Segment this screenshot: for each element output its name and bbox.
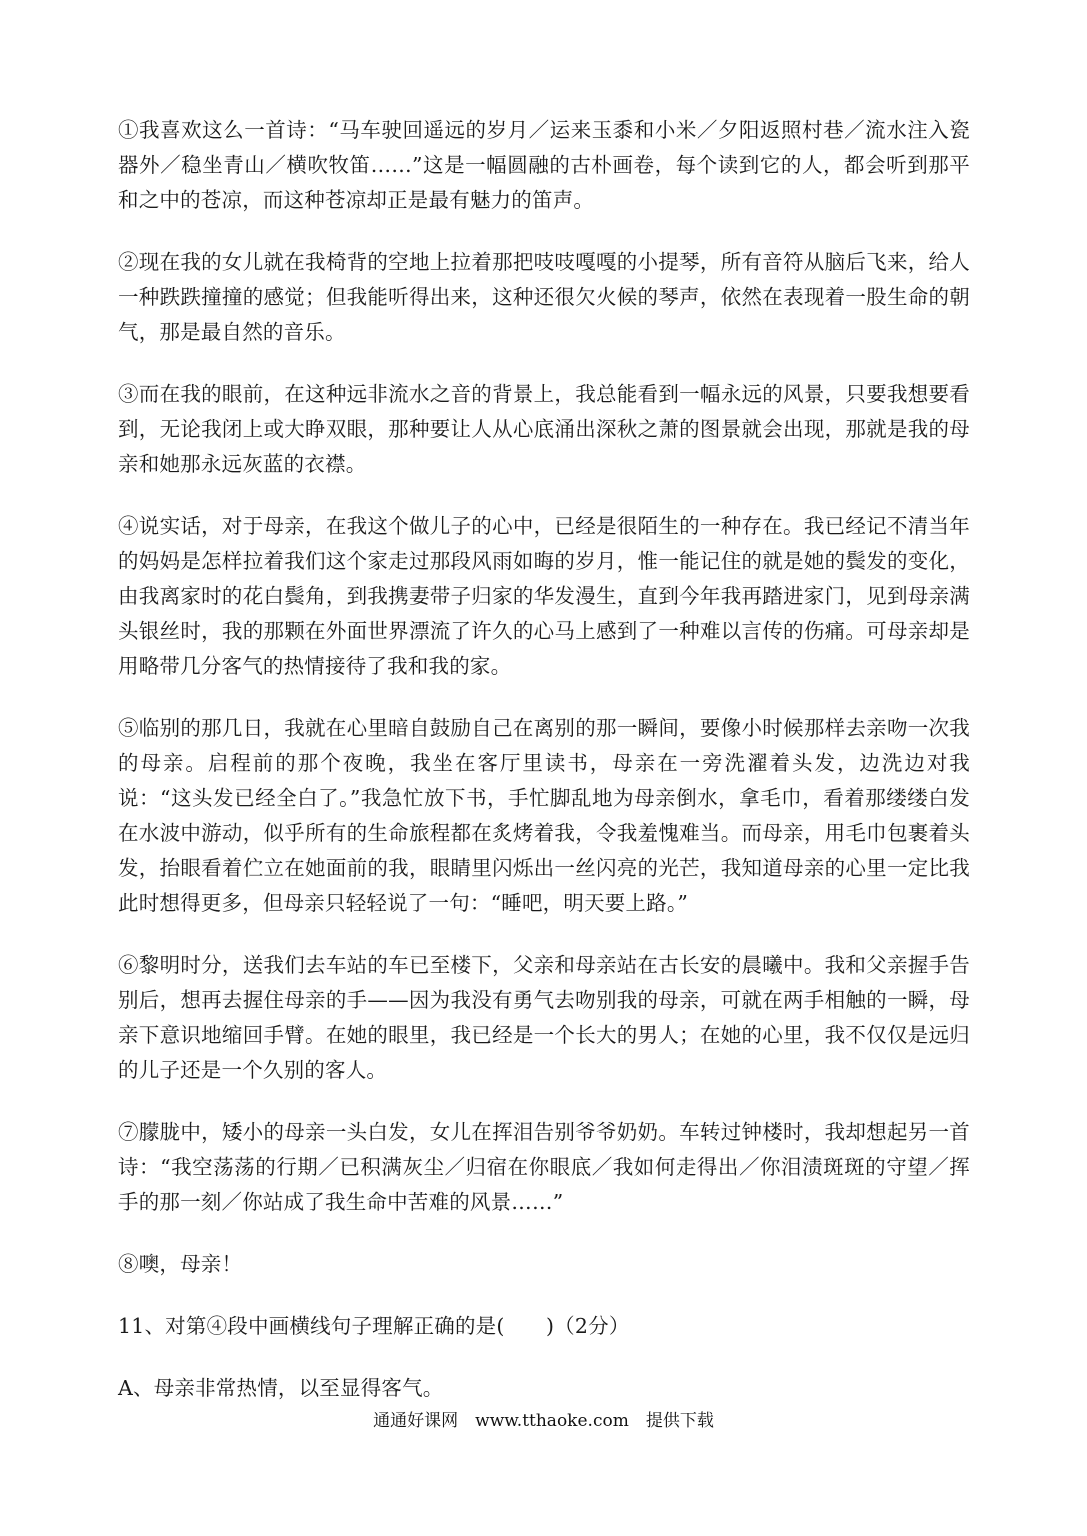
paragraph-7: ⑦朦胧中，矮小的母亲一头白发，女儿在挥泪告别爷爷奶奶。车转过钟楼时，我却想起另一首诗：“我空荡荡的行期／已积满灰尘／归宿在你眼底／我如何走得出／你泪渍斑斑的守望／挥手的那一刻／你站成了我生命中苦难的风景……” <box>118 1120 970 1214</box>
paragraph-3: ③而在我的眼前，在这种远非流水之音的背景上，我总能看到一幅永远的风景，只要我想要看到，无论我闭上或大睁双眼，那种要让人从心底涌出深秋之萧的图景就会出现，那就是我的母亲和她那永远灰蓝的衣襟。 <box>118 382 970 476</box>
option-a: A、母亲非常热情，以至显得客气。 <box>118 1376 444 1400</box>
paragraph-2: ②现在我的女儿就在我椅背的空地上拉着那把吱吱嘎嘎的小提琴，所有音符从脑后飞来，给人一种跌跌撞撞的感觉；但我能听得出来，这种还很欠火候的琴声，依然在表现着一股生命的朝气，那是最自然的音乐。 <box>118 250 970 344</box>
question-11: 11、对第④段中画横线句子理解正确的是( )（2分） <box>118 1314 630 1338</box>
paragraph-1: ①我喜欢这么一首诗：“马车驶回遥远的岁月／运来玉黍和小米／夕阳返照村巷／流水注入瓷器外／稳坐青山／横吹牧笛……”这是一幅圆融的古朴画卷，每个读到它的人，都会听到那平和之中的苍凉，而这种苍凉却正是最有魅力的笛声。 <box>118 118 970 212</box>
paragraph-8: ⑧噢，母亲！ <box>118 1252 243 1276</box>
paragraph-6: ⑥黎明时分，送我们去车站的车已至楼下，父亲和母亲站在古长安的晨曦中。我和父亲握手告别后，想再去握住母亲的手——因为我没有勇气去吻别我的母亲，可就在两手相触的一瞬，母亲下意识地缩回手臂。在她的眼里，我已经是一个长大的男人；在她的心里，我不仅仅是远归的儿子还是一个久别的客人。 <box>118 953 970 1082</box>
document-body <box>118 113 970 1433</box>
page-footer: 通通好课网 www.tthaoke.com 提供下载 <box>373 1411 714 1431</box>
paragraph-4: ④说实话，对于母亲，在我这个做儿子的心中，已经是很陌生的一种存在。我已经记不清当年的妈妈是怎样拉着我们这个家走过那段风雨如晦的岁月，惟一能记住的就是她的鬓发的变化，由我离家时的花白鬓角，到我携妻带子归家的华发漫生，直到今年我再踏进家门，见到母亲满头银丝时，我的那颗在外面世界漂流了许久的心马上感到了一种难以言传的伤痛。可母亲却是用略带几分客气的热情接待了我和我的家。 <box>118 514 970 678</box>
paragraph-5: ⑤临别的那几日，我就在心里暗自鼓励自己在离别的那一瞬间，要像小时候那样去亲吻一次我的母亲。启程前的那个夜晚，我坐在客厅里读书，母亲在一旁洗濯着头发，边洗边对我说：“这头发已经全白了。”我急忙放下书，手忙脚乱地为母亲倒水，拿毛巾，看着那缕缕白发在水波中游动，似乎所有的生命旅程都在炙烤着我，令我羞愧难当。而母亲，用毛巾包裹着头发，抬眼看着伫立在她面前的我，眼睛里闪烁出一丝闪亮的光芒，我知道母亲的心里一定比我此时想得更多，但母亲只轻轻说了一句：“睡吧，明天要上路。” <box>118 716 970 915</box>
